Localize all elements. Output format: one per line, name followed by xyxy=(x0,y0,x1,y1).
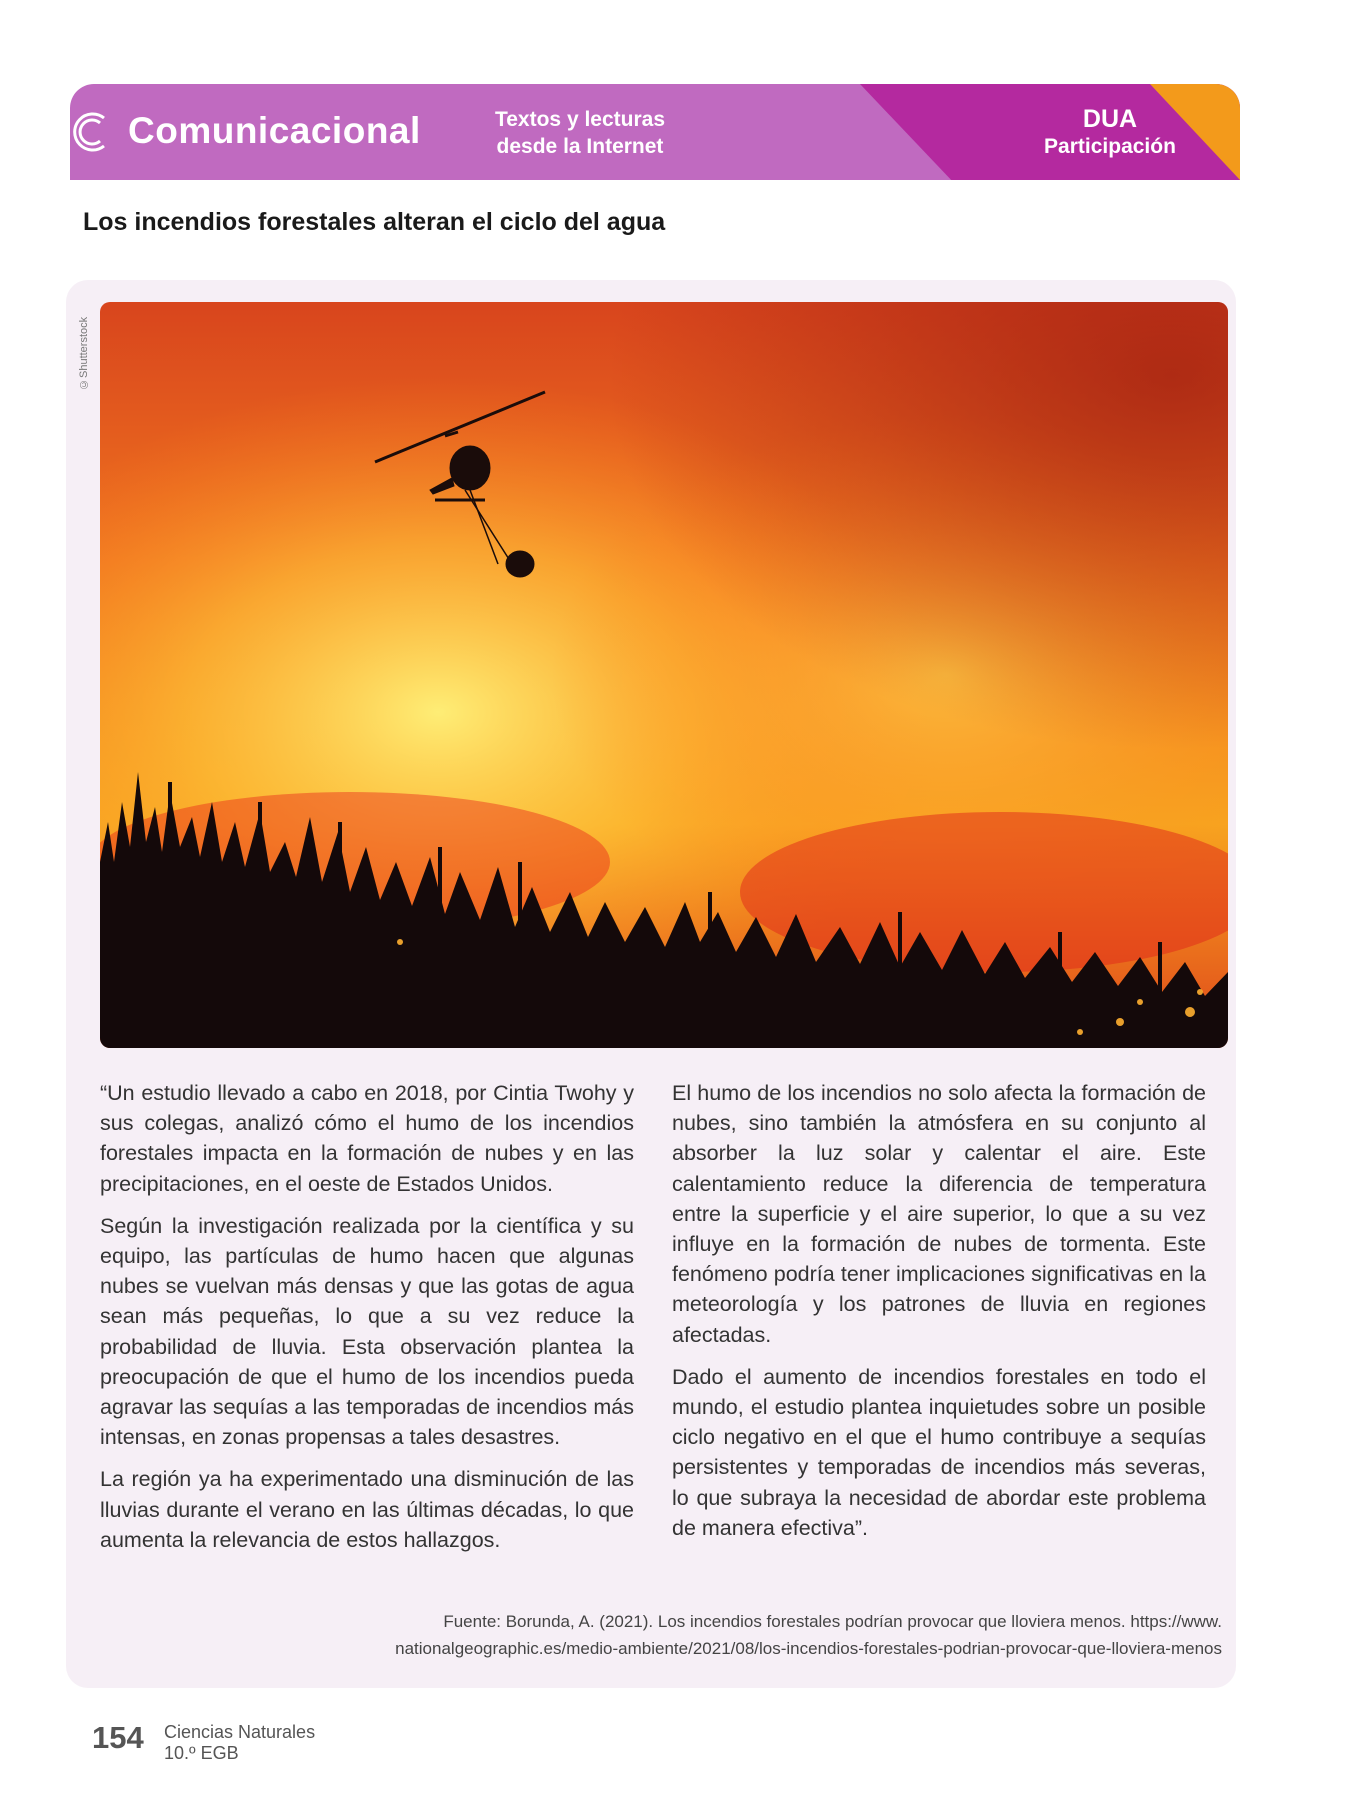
paragraph: El humo de los incendios no solo afecta la formación de nubes, sino también la atmósfera en su conjunto al absorber la luz solar y calentar el aire. Este calentamiento reduce la diferencia de temperatura entre la superficie y el aire superior, lo que a su vez influye en la formación de nubes de tormenta. Este fenómeno podría tener implicaciones significativas en la meteorología y los patrones de lluvia en regiones afectadas. xyxy=(672,1081,1206,1347)
wildfire-illustration xyxy=(100,302,1228,1048)
section-brand: Comunicacional xyxy=(128,110,421,151)
comunicacional-c-icon xyxy=(70,108,110,156)
book-grade: 10.º EGB xyxy=(164,1743,239,1763)
dua-subtitle: Participación xyxy=(1044,135,1176,158)
book-title: Ciencias Naturales xyxy=(164,1722,316,1742)
dua-title: DUA xyxy=(1082,105,1138,133)
article-left-column xyxy=(100,1078,634,1567)
subtitle-line-2: desde la Internet xyxy=(496,135,664,158)
source-line-2[interactable]: nationalgeographic.es/medio-ambiente/2021/08/los-incendios-forestales-podrian-provocar-que-lloviera-menos xyxy=(395,1639,1222,1658)
subtitle-line-1: Textos y lecturas xyxy=(494,108,666,131)
page-number: 154 xyxy=(92,1720,144,1755)
wildfire-photo xyxy=(100,302,1228,1048)
source-citation xyxy=(250,1608,1222,1662)
paragraph: Según la investigación realizada por la científica y su equipo, las partículas de humo hacen que algunas nubes se vuelvan más densas y que las gotas de agua sean más pequeñas, lo que a su vez reduce la probabilidad de lluvia. Esta observación plantea la preocupación de que el humo de los incendios pueda agravar las sequías a las temporadas de incendios más intensas, en zonas propensas a tales desastres. xyxy=(100,1213,634,1450)
book-info xyxy=(164,1722,315,1764)
paragraph: Dado el aumento de incendios forestales en todo el mundo, el estudio plantea inquietudes sobre un posible ciclo negativo en el que el humo contribuye a sequías persistentes y temporadas de incendios más severas, lo que subraya la necesidad de abordar este problema de manera efectiva”. xyxy=(672,1364,1206,1540)
paragraph: “Un estudio llevado a cabo en 2018, por Cintia Twohy y sus colegas, analizó cómo el humo de los incendios forestales impacta en la formación de nubes y en las precipitaciones, en el oeste de Estados Unidos. xyxy=(100,1081,634,1196)
photo-credit: ©Shutterstock xyxy=(78,316,90,390)
article-title: Los incendios forestales alteran el ciclo del agua xyxy=(83,208,666,236)
paragraph: La región ya ha experimentado una disminución de las lluvias durante el verano en las últimas décadas, lo que aumenta la relevancia de estos hallazgos. xyxy=(100,1467,634,1552)
article-right-column xyxy=(672,1078,1206,1555)
source-line-1: Fuente: Borunda, A. (2021). Los incendios forestales podrían provocar que lloviera menos. https://www. xyxy=(443,1612,1222,1631)
section-banner xyxy=(70,84,1240,180)
section-subtitle xyxy=(480,106,680,160)
